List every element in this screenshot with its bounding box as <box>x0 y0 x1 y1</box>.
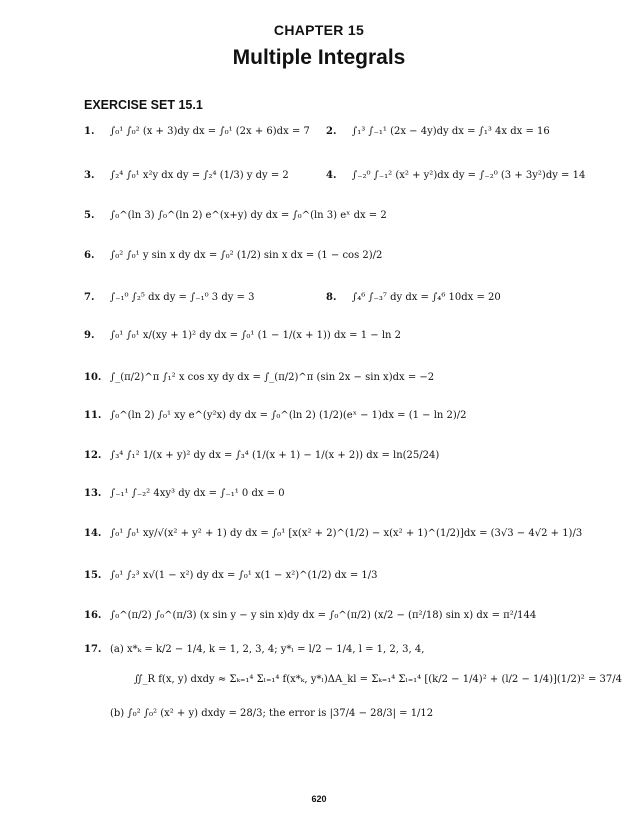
exercise-equation: ∫₄⁶ ∫₋₃⁷ dy dx = ∫₄⁶ 10dx = 20 <box>352 291 501 303</box>
exercise-6 <box>84 240 382 270</box>
exercise-number: 8. <box>326 291 337 303</box>
chapter-heading: CHAPTER 15 <box>273 22 365 38</box>
exercise-equation: ∫₁³ ∫₋₁¹ (2x − 4y)dy dx = ∫₁³ 4x dx = 16 <box>352 125 550 137</box>
exercise-number: 4. <box>326 169 337 181</box>
exercise-17a <box>84 634 424 664</box>
chapter-title: Multiple Integrals <box>232 46 406 69</box>
exercise-10 <box>84 362 434 392</box>
exercise-1 <box>84 116 310 146</box>
exercise-16 <box>84 600 536 630</box>
exercise-number: 5. <box>84 209 95 221</box>
exercise-equation: ∫₂⁴ ∫₀¹ x²y dx dy = ∫₂⁴ (1/3) y dy = 2 <box>110 169 289 181</box>
exercise-number: 11. <box>84 409 102 421</box>
exercise-equation: ∫₃⁴ ∫₁² 1/(x + y)² dy dx = ∫₃⁴ (1/(x + 1) − 1/(x + 2)) dx = ln(25/24) <box>110 449 440 461</box>
exercise-number: 10. <box>84 371 102 383</box>
exercise-number: 7. <box>84 291 95 303</box>
exercise-8 <box>326 282 501 312</box>
exercise-number: 3. <box>84 169 95 181</box>
exercise-15 <box>84 560 377 590</box>
exercise-equation: ∫₀¹ ∫₀¹ xy/√(x² + y² + 1) dy dx = ∫₀¹ [x(x² + 2)^(1/2) − x(x² + 1)^(1/2)]dx = (3√3 − 4√2 + 1)/3 <box>110 527 583 539</box>
exercise-9 <box>84 320 401 350</box>
exercise-13 <box>84 478 285 508</box>
exercise-2 <box>326 116 550 146</box>
exercise-equation: (a) x*ₖ = k/2 − 1/4, k = 1, 2, 3, 4; y*ₗ = l/2 − 1/4, l = 1, 2, 3, 4, <box>110 643 425 655</box>
exercise-11 <box>84 400 467 430</box>
exercise-equation: ∬_R f(x, y) dxdy ≈ Σₖ₌₁⁴ Σₗ₌₁⁴ f(x*ₖ, y*ₗ)ΔA_kl = Σₖ₌₁⁴ Σₗ₌₁⁴ [(k/2 − 1/4)² + (l/2 − 1/4)](1/2)² = 37/4 <box>134 673 623 685</box>
exercise-equation: ∫₋₁¹ ∫₋₂² 4xy³ dy dx = ∫₋₁¹ 0 dx = 0 <box>110 487 285 499</box>
exercise-equation: ∫₋₂⁰ ∫₋₁² (x² + y²)dx dy = ∫₋₂⁰ (3 + 3y²)dy = 14 <box>352 169 586 181</box>
exercise-number: 13. <box>84 487 102 499</box>
exercise-equation: ∫₀¹ ∫₀¹ x/(xy + 1)² dy dx = ∫₀¹ (1 − 1/(x + 1)) dx = 1 − ln 2 <box>110 329 402 341</box>
exercise-number: 2. <box>326 125 337 137</box>
exercise-17b <box>110 698 433 728</box>
exercise-equation: ∫₀^(π/2) ∫₀^(π/3) (x sin y − y sin x)dy dx = ∫₀^(π/2) (x/2 − (π²/18) sin x) dx = π²/144 <box>110 609 537 621</box>
section-heading: EXERCISE SET 15.1 <box>84 98 203 112</box>
exercise-14 <box>84 518 582 548</box>
exercise-3 <box>84 160 289 190</box>
exercise-number: 16. <box>84 609 102 621</box>
exercise-equation: ∫₀² ∫₀¹ y sin x dy dx = ∫₀² (1/2) sin x dx = (1 − cos 2)/2 <box>110 249 383 261</box>
exercise-equation: ∫_(π/2)^π ∫₁² x cos xy dy dx = ∫_(π/2)^π (sin 2x − sin x)dx = −2 <box>110 371 435 383</box>
page-number: 620 <box>311 794 327 804</box>
exercise-7 <box>84 282 254 312</box>
exercise-17a-sum <box>134 664 622 694</box>
exercise-number: 17. <box>84 643 102 655</box>
exercise-number: 1. <box>84 125 95 137</box>
exercise-equation: (b) ∫₀² ∫₀² (x² + y) dxdy = 28/3; the error is |37/4 − 28/3| = 1/12 <box>110 707 434 719</box>
exercise-number: 6. <box>84 249 95 261</box>
exercise-5 <box>84 200 387 230</box>
exercise-number: 14. <box>84 527 102 539</box>
exercise-number: 15. <box>84 569 102 581</box>
exercise-equation: ∫₋₁⁰ ∫₂⁵ dx dy = ∫₋₁⁰ 3 dy = 3 <box>110 291 255 303</box>
exercise-equation: ∫₀^(ln 3) ∫₀^(ln 2) e^(x+y) dy dx = ∫₀^(ln 3) eˣ dx = 2 <box>110 209 387 221</box>
exercise-equation: ∫₀¹ ∫₀² (x + 3)dy dx = ∫₀¹ (2x + 6)dx = 7 <box>110 125 310 137</box>
exercise-12 <box>84 440 439 470</box>
exercise-number: 12. <box>84 449 102 461</box>
exercise-equation: ∫₀^(ln 2) ∫₀¹ xy e^(y²x) dy dx = ∫₀^(ln 2) (1/2)(eˣ − 1)dx = (1 − ln 2)/2 <box>110 409 467 421</box>
exercise-4 <box>326 160 585 190</box>
exercise-equation: ∫₀¹ ∫₂³ x√(1 − x²) dy dx = ∫₀¹ x(1 − x²)^(1/2) dx = 1/3 <box>110 569 378 581</box>
exercise-number: 9. <box>84 329 95 341</box>
